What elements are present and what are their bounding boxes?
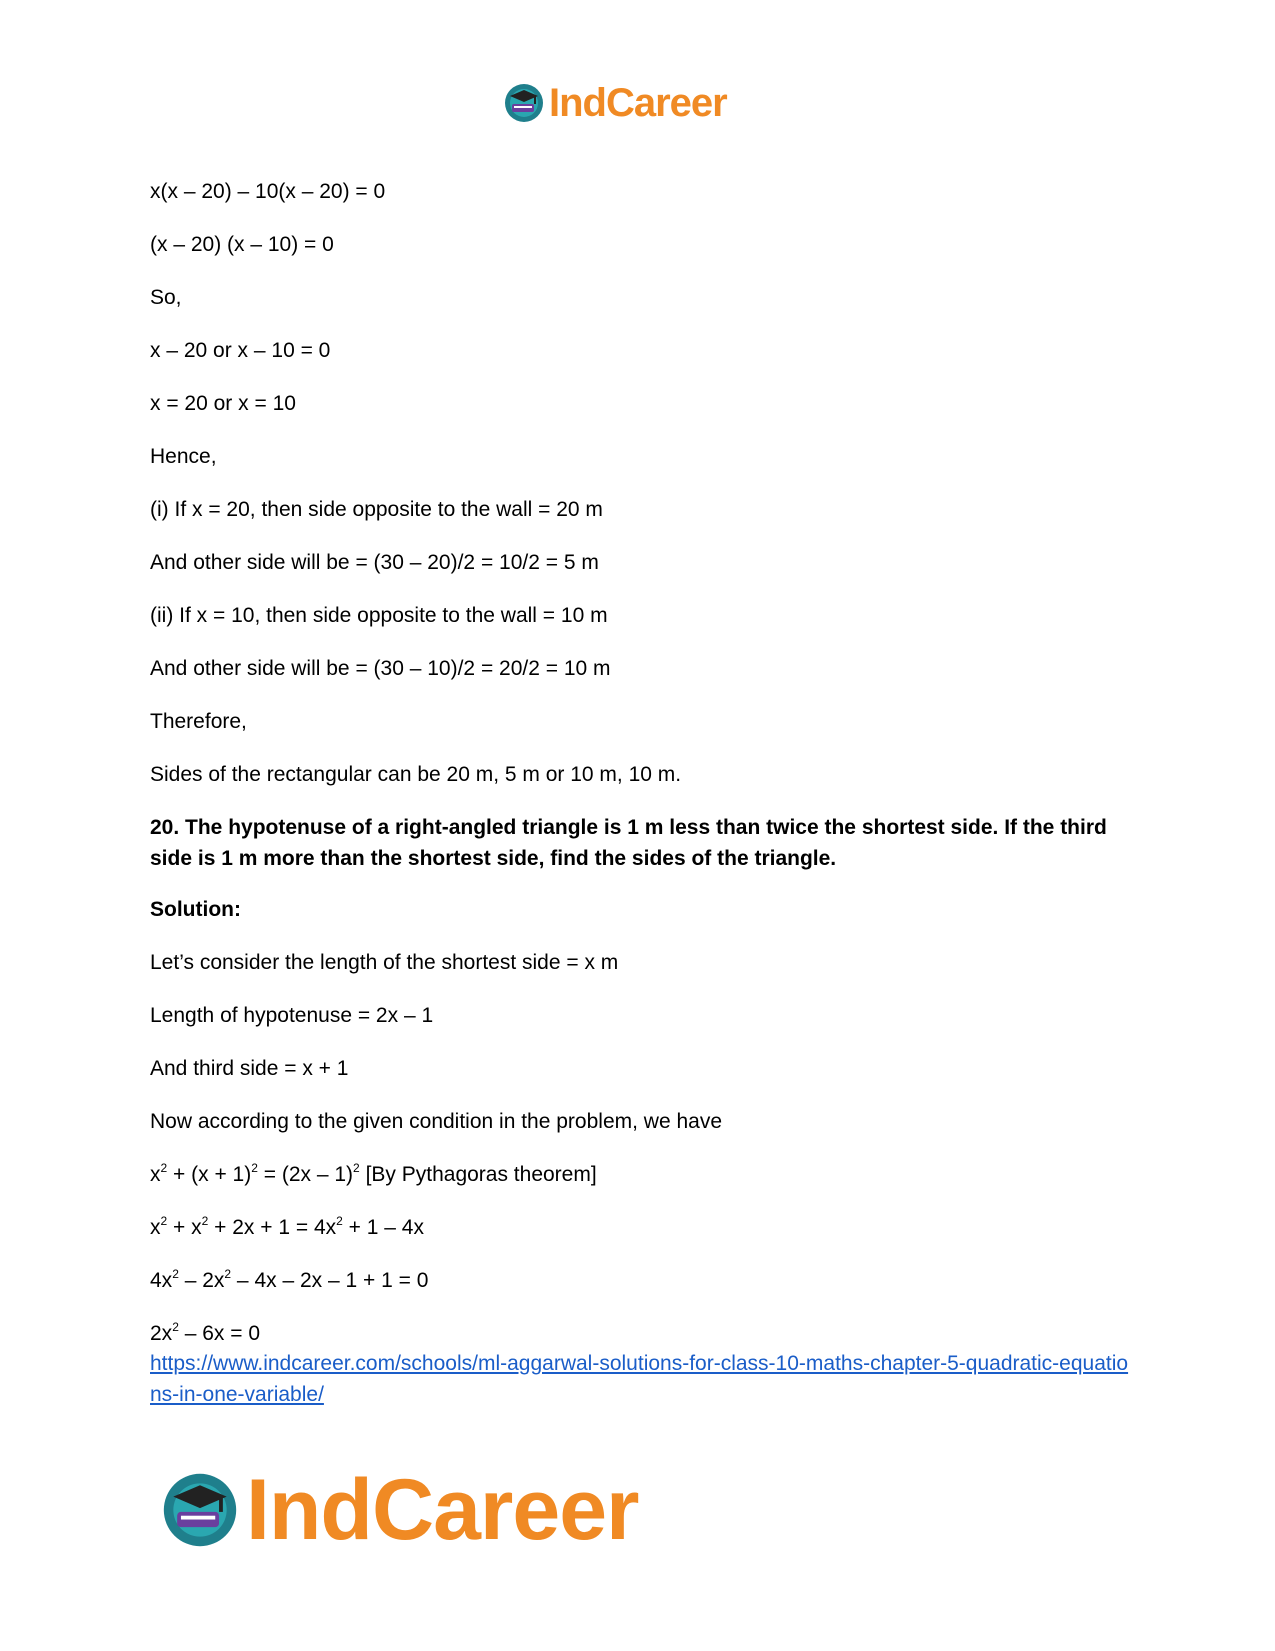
equation-line: $x^2 + x^2 + 2x + 1 = 4x^2 + 1 - 4x$ <box>150 1214 424 1239</box>
equation-line: $2x^2 - 6x = 0$ <box>150 1320 261 1345</box>
source-link[interactable]: https://www.indcareer.com/schools/ml-aggarwal-solutions-for-class-10-maths-chapter-5-quadratic-equations-in-one-variable/ <box>150 1352 1129 1406</box>
graduation-book-icon <box>160 1470 240 1550</box>
header-logo <box>503 78 727 128</box>
brand-name: IndCareer <box>246 1461 639 1558</box>
text-line: And other side will be = (30 – 10)/2 = 20/2 = 10 m <box>150 657 611 680</box>
text-line: And third side = x + 1 <box>150 1057 349 1080</box>
brand-name: IndCareer <box>549 80 727 125</box>
equation-line: $x^2 + (x + 1)^2 = (2x - 1)^2$ [By Pythagoras theorem] <box>150 1161 597 1186</box>
text-line: x = 20 or x = 10 <box>150 392 296 415</box>
question-heading: 20. The hypotenuse of a right-angled triangle is 1 m less than twice the shortest side. If the third side is 1 m more than the shortest side, find the sides of the triangle. <box>150 816 1107 870</box>
text-line: Therefore, <box>150 710 247 733</box>
text-line: Sides of the rectangular can be 20 m, 5 m or 10 m, 10 m. <box>150 763 682 786</box>
graduation-book-icon <box>503 82 545 124</box>
solution-label: Solution: <box>150 898 241 921</box>
text-line: And other side will be = (30 – 20)/2 = 10/2 = 5 m <box>150 551 599 574</box>
text-line: (x – 20) (x – 10) = 0 <box>150 233 334 256</box>
text-line: Hence, <box>150 445 217 468</box>
text-line: Now according to the given condition in the problem, we have <box>150 1110 723 1133</box>
footer-logo <box>160 1461 639 1558</box>
text-line: Length of hypotenuse = 2x – 1 <box>150 1004 434 1027</box>
text-line: So, <box>150 286 182 309</box>
text-line: (ii) If x = 10, then side opposite to the wall = 10 m <box>150 604 608 627</box>
text-line: x – 20 or x – 10 = 0 <box>150 339 331 362</box>
text-line: x(x – 20) – 10(x – 20) = 0 <box>150 180 386 203</box>
equation-line: $4x^2 - 2x^2 - 4x - 2x - 1 + 1 = 0$ <box>150 1267 429 1292</box>
text-line: Let’s consider the length of the shortest side = x m <box>150 951 619 974</box>
text-line: (i) If x = 20, then side opposite to the wall = 20 m <box>150 498 603 521</box>
